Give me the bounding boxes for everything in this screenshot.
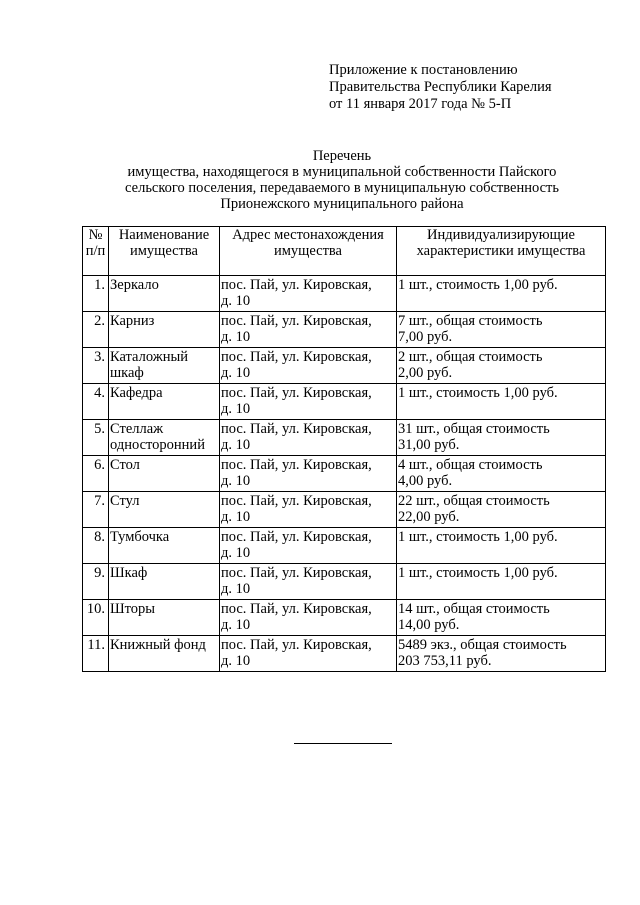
address-line: д. 10 (221, 545, 251, 561)
document-title (100, 148, 584, 212)
characteristics-line: 1 шт., стоимость 1,00 руб. (398, 277, 558, 293)
characteristics-line: 1 шт., стоимость 1,00 руб. (398, 529, 558, 545)
row-number: 4. (83, 384, 109, 420)
address-line: д. 10 (221, 581, 251, 597)
title-line: Прионежского муниципального района (220, 196, 464, 212)
table-row (83, 636, 606, 672)
address-line: пос. Пай, ул. Кировская, (221, 565, 372, 581)
row-number: 5. (83, 420, 109, 456)
row-characteristics (397, 492, 606, 528)
row-number: 2. (83, 312, 109, 348)
title-line: имущества, находящегося в муниципальной собственности Пайского (127, 164, 557, 180)
appendix-note (329, 62, 552, 113)
table-row (83, 564, 606, 600)
row-address (220, 564, 397, 600)
row-address (220, 528, 397, 564)
characteristics-line: 22 шт., общая стоимость (398, 493, 550, 509)
address-line: д. 10 (221, 329, 251, 345)
row-name: Стеллаж односторонний (109, 420, 220, 456)
header-name: Наименование имущества (109, 227, 220, 276)
table-row (83, 348, 606, 384)
address-line: д. 10 (221, 617, 251, 633)
characteristics-line: 2,00 руб. (398, 365, 453, 381)
row-characteristics (397, 420, 606, 456)
row-name: Каталожный шкаф (109, 348, 220, 384)
row-name: Кафедра (109, 384, 220, 420)
table-row (83, 456, 606, 492)
row-address (220, 420, 397, 456)
address-line: пос. Пай, ул. Кировская, (221, 637, 372, 653)
row-characteristics (397, 312, 606, 348)
header-address: Адрес местонахождения имущества (220, 227, 397, 276)
table-header-row (83, 227, 606, 276)
header-num: № п/п (83, 227, 109, 276)
appendix-line: от 11 января 2017 года № 5-П (329, 96, 512, 112)
row-address (220, 456, 397, 492)
characteristics-line: 31,00 руб. (398, 437, 460, 453)
characteristics-line: 1 шт., стоимость 1,00 руб. (398, 385, 558, 401)
row-name: Стул (109, 492, 220, 528)
table-row (83, 492, 606, 528)
row-name: Зеркало (109, 276, 220, 312)
address-line: пос. Пай, ул. Кировская, (221, 601, 372, 617)
characteristics-line: 5489 экз., общая стоимость (398, 637, 567, 653)
row-name: Шкаф (109, 564, 220, 600)
address-line: д. 10 (221, 473, 251, 489)
row-name: Карниз (109, 312, 220, 348)
appendix-line: Приложение к постановлению (329, 62, 518, 78)
characteristics-line: 22,00 руб. (398, 509, 460, 525)
address-line: д. 10 (221, 401, 251, 417)
address-line: пос. Пай, ул. Кировская, (221, 457, 372, 473)
address-line: пос. Пай, ул. Кировская, (221, 529, 372, 545)
table-body (83, 276, 606, 672)
address-line: д. 10 (221, 365, 251, 381)
address-line: д. 10 (221, 293, 251, 309)
row-number: 11. (83, 636, 109, 672)
characteristics-line: 14 шт., общая стоимость (398, 601, 550, 617)
address-line: пос. Пай, ул. Кировская, (221, 277, 372, 293)
row-characteristics (397, 564, 606, 600)
table-row (83, 312, 606, 348)
row-characteristics (397, 456, 606, 492)
row-address (220, 636, 397, 672)
table-row (83, 384, 606, 420)
characteristics-line: 7,00 руб. (398, 329, 453, 345)
row-address (220, 348, 397, 384)
row-number: 1. (83, 276, 109, 312)
row-address (220, 312, 397, 348)
address-line: д. 10 (221, 509, 251, 525)
characteristics-line: 4,00 руб. (398, 473, 453, 489)
address-line: пос. Пай, ул. Кировская, (221, 349, 372, 365)
row-name: Стол (109, 456, 220, 492)
header-characteristics: Индивидуализирующие характеристики имущества (397, 227, 606, 276)
row-address (220, 600, 397, 636)
row-characteristics (397, 528, 606, 564)
title-line: сельского поселения, передаваемого в муниципальную собственность (125, 180, 559, 196)
address-line: пос. Пай, ул. Кировская, (221, 493, 372, 509)
address-line: пос. Пай, ул. Кировская, (221, 421, 372, 437)
characteristics-line: 4 шт., общая стоимость (398, 457, 543, 473)
property-table (82, 226, 606, 672)
row-name: Шторы (109, 600, 220, 636)
row-number: 3. (83, 348, 109, 384)
row-address (220, 492, 397, 528)
characteristics-line: 7 шт., общая стоимость (398, 313, 543, 329)
row-number: 8. (83, 528, 109, 564)
address-line: пос. Пай, ул. Кировская, (221, 313, 372, 329)
row-address (220, 384, 397, 420)
characteristics-line: 1 шт., стоимость 1,00 руб. (398, 565, 558, 581)
characteristics-line: 2 шт., общая стоимость (398, 349, 543, 365)
row-number: 10. (83, 600, 109, 636)
row-number: 9. (83, 564, 109, 600)
address-line: пос. Пай, ул. Кировская, (221, 385, 372, 401)
title-heading: Перечень (312, 148, 372, 164)
appendix-line: Правительства Республики Карелия (329, 79, 552, 95)
row-characteristics (397, 384, 606, 420)
address-line: д. 10 (221, 653, 251, 669)
row-characteristics (397, 276, 606, 312)
row-characteristics (397, 348, 606, 384)
table-row (83, 276, 606, 312)
characteristics-line: 31 шт., общая стоимость (398, 421, 550, 437)
row-address (220, 276, 397, 312)
characteristics-line: 203 753,11 руб. (398, 653, 492, 669)
row-characteristics (397, 600, 606, 636)
row-name: Книжный фонд (109, 636, 220, 672)
row-number: 7. (83, 492, 109, 528)
row-characteristics (397, 636, 606, 672)
address-line: д. 10 (221, 437, 251, 453)
row-name: Тумбочка (109, 528, 220, 564)
row-number: 6. (83, 456, 109, 492)
separator-line (294, 743, 392, 744)
table-row (83, 600, 606, 636)
table-row (83, 528, 606, 564)
characteristics-line: 14,00 руб. (398, 617, 460, 633)
table-row (83, 420, 606, 456)
